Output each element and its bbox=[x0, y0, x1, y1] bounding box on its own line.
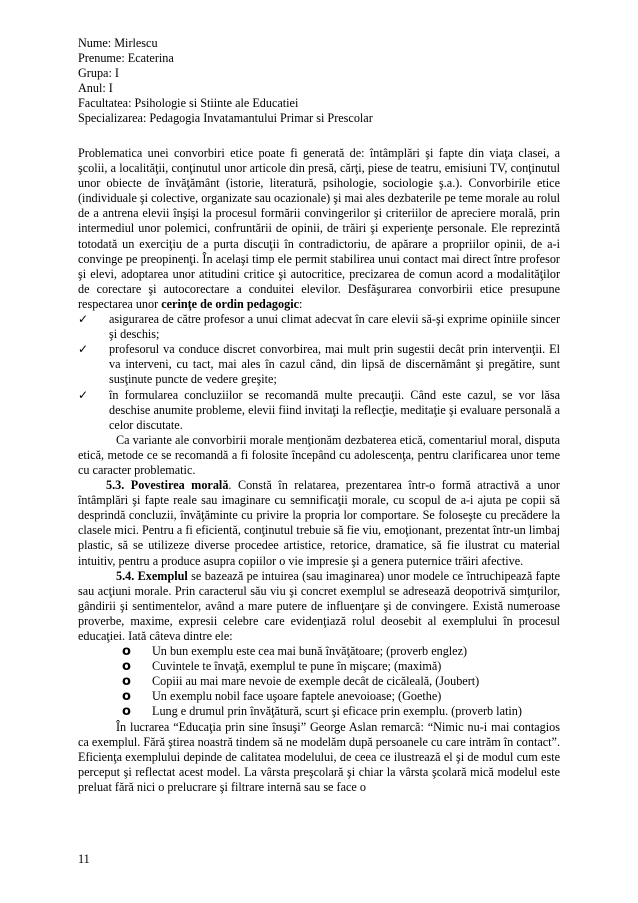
document-body bbox=[78, 146, 560, 795]
header-facultatea: Facultatea: Psihologie si Stiinte ale Educatiei bbox=[78, 96, 299, 111]
check-item bbox=[78, 312, 560, 342]
checkmark-icon: ✓ bbox=[78, 312, 89, 327]
bullet-icon: o bbox=[122, 644, 131, 660]
student-header bbox=[78, 36, 560, 127]
section-5-4 bbox=[78, 569, 560, 644]
list-item bbox=[78, 689, 560, 704]
bullet-icon: o bbox=[122, 704, 131, 720]
quote-text: Lung e drumul prin învăţătură, scurt şi eficace prin exemplu. (proverb latin) bbox=[152, 704, 522, 719]
quote-text: Copiii au mai mare nevoie de exemple decât de cicăleală, (Joubert) bbox=[152, 674, 480, 689]
checkmark-icon: ✓ bbox=[78, 387, 89, 402]
paragraph-aslan: În lucrarea “Educaţia prin sine însuşi” George Aslan remarcă: “Nimic nu-i mai contagios ca exemplul. Fără ştirea noastră tindem să ne modelăm după persoanele cu care intrăm în contact”. Eficienţa exemplului depinde de calitatea modelului, de ceea ce ilustrează el şi de modul cum este perceput şi reflectat acest model. La vârsta preşcolară şi chiar la vârsta şcolară mică modelul este preluat fără nici o prelucrare şi filtrare internă sau se face o bbox=[78, 719, 560, 794]
header-anul: Anul: I bbox=[78, 81, 113, 96]
list-item bbox=[78, 704, 560, 719]
paragraph-convorbiri bbox=[78, 146, 560, 312]
section-5-4-text: se bazează pe intuirea (sau imaginarea) unor modele ce întruchipează fapte sau acţiuni morale. Prin caracterul său viu şi concret exemplul se adresează deopotrivă simţurilor, gândirii şi sentimentelor, având a mare putere de influenţare şi de convingere. Există numeroase proverbe, maxime, expresii celebre care evidenţiază rolul deosebit al exemplului în procesul educaţiei. Iată câteva dintre ele: bbox=[78, 568, 560, 643]
bullet-icon: o bbox=[122, 689, 131, 705]
bullet-icon: o bbox=[122, 674, 131, 690]
section-5-4-title: 5.4. Exemplul bbox=[116, 568, 188, 583]
checkmark-icon: ✓ bbox=[78, 342, 89, 357]
section-5-3-title: 5.3. Povestirea morală bbox=[106, 478, 229, 493]
check-item-text: profesorul va conduce discret convorbirea, mai mult prin sugestii decât prin intervenţii. El va interveni, cu tact, mai ales în cazul când, din lipsă de discernământ şi pregătire, sunt susţinute puncte de vedere greşite; bbox=[109, 342, 560, 387]
header-grupa: Grupa: I bbox=[78, 66, 119, 81]
bold-term: cerinţe de ordin pedagogic bbox=[161, 296, 300, 311]
paragraph-end: : bbox=[299, 296, 303, 311]
quote-text: Un exemplu nobil face uşoare faptele anevoioase; (Goethe) bbox=[152, 689, 442, 704]
section-5-3-text: . Constă în relatarea, prezentarea într-o formă atractivă a unor întâmplări şi fapte reale sau imaginare cu semnificaţii morale, cu scopul de a-i ajuta pe copii să desprindă concluzii, învăţăminte cu privire la propria lor comportare. Se foloseşte cu precădere la clasele mici. Pentru a fi eficientă, conţinutul trebuie să fie viu, emoţionant, prezentat într-un limbaj plastic, să se utilizeze diverse procedee artistice, retorice, dramatice, să fie ilustrat cu material intuitiv, pentru a produce asupra copiilor o vie impresie şi a genera puternice trăiri afective. bbox=[78, 478, 560, 568]
check-item-text: în formularea concluziilor se recomandă multe precauţii. Când este cazul, se vor lăsa deschise anumite probleme, elevii fiind invitaţi la reflecţie, meditaţie şi evaluare personală a celor discutate. bbox=[109, 387, 560, 432]
header-prenume: Prenume: Ecaterina bbox=[78, 51, 174, 66]
list-item bbox=[78, 644, 560, 659]
header-specializarea: Specializarea: Pedagogia Invatamantului Primar si Prescolar bbox=[78, 111, 373, 126]
paragraph-text: Problematica unei convorbiri etice poate fi generată de: întâmplări şi fapte din viaţa clasei, a şcolii, a localităţii, conţinutul unor articole din presă, cărţi, piese de teatru, emisiuni TV, conţinutul unor obiecte de învăţământ (istorie, literatură, psihologie, sociologie ş.a.). Convorbirile etice (individuale şi colective, organizate sau ocazionale) şi mai ales dezbaterile pe teme morale au rolul de a antrena elevii înşişi la procesul formării convingerilor şi criteriilor de apreciere morală, prin intermediul unor polemici, confruntării de opinii, de trăiri şi experienţe personale. Ele reprezintă totodată un exerciţiu de a purta discuţii în contradictoriu, de apărare a propriilor opinii, de a-i convinge pe preopinenţi. În acelaşi timp ele permit stabilirea unui contact mai direct între profesor şi elevi, adoptarea unor atitudini critice şi autocritice, precizarea de comun acord a modalităţilor de corectare şi autocorectare a conduitei elevilor. Desfăşurarea convorbirii etice presupune respectarea unor bbox=[78, 146, 560, 311]
list-item bbox=[78, 659, 560, 674]
quote-text: Cuvintele te învaţă, exemplul te pune în mişcare; (maximă) bbox=[152, 659, 442, 674]
check-item bbox=[78, 342, 560, 387]
check-item bbox=[78, 388, 560, 433]
page-number: 11 bbox=[78, 852, 90, 866]
bullet-icon: o bbox=[122, 659, 131, 675]
check-item-text: asigurarea de către profesor a unui climat adecvat în care elevii să-şi exprime opiniile sincer şi deschis; bbox=[109, 312, 560, 342]
section-5-3 bbox=[78, 478, 560, 569]
list-item bbox=[78, 674, 560, 689]
paragraph-variante: Ca variante ale convorbirii morale menţionăm dezbaterea etică, comentariul moral, disputa etică, metode ce se recomandă a fi folosite începând cu adolescenţa, pentru clarificarea unor teme cu caracter problematic. bbox=[78, 432, 560, 477]
header-nume: Nume: Mirlescu bbox=[78, 36, 158, 50]
quote-text: Un bun exemplu este cea mai bună învăţătoare; (proverb englez) bbox=[152, 644, 468, 659]
